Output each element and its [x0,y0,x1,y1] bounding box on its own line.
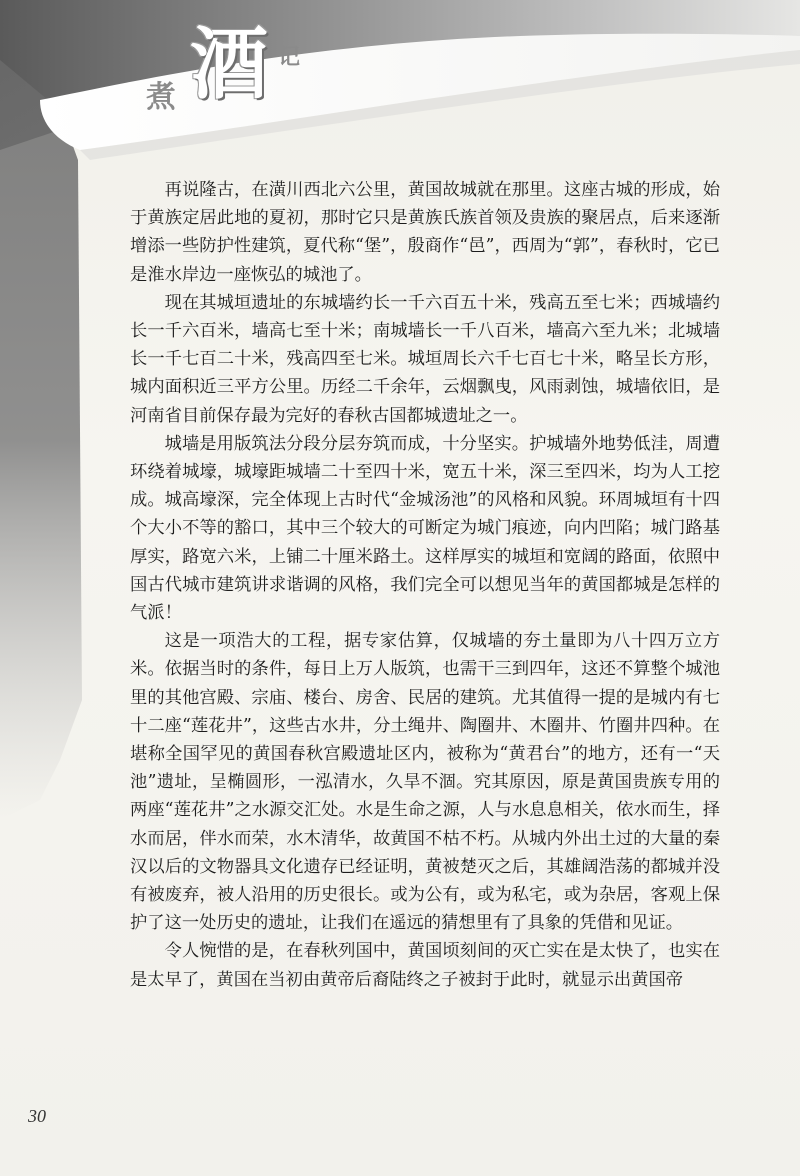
paragraph: 现在其城垣遗址的东城墙约长一千六百五十米，残高五至七米；西城墙约长一千六百米，墙高七至十米；南城墙长一千八百米，墙高六至九米；北城墙长一千七百二十米，残高四至七米。城垣周长六千七百七十米，略呈长方形，城内面积近三平方公里。历经二千余年，云烟飘曳，风雨剥蚀，城墙依旧，是河南省目前保存最为完好的春秋古国都城遗址之一。 [130,292,720,426]
paragraph: 城墙是用版筑法分段分层夯筑而成，十分坚实。护城墙外地势低洼，周遭环绕着城壕，城壕距城墙二十至四十米，宽五十米，深三至四米，均为人工挖成。城高壕深，完全体现上古时代“金城汤池”的风格和风貌。环周城垣有十四个大小不等的豁口，其中三个较大的可断定为城门痕迹，向内凹陷；城门路基厚实，路宽六米，上铺二十厘米路土。这样厚实的城垣和宽阔的路面，依照中国古代城市建筑讲求谐调的风格，我们完全可以想见当年的黄国都城是怎样的气派！ [130,433,720,624]
paragraph: 这是一项浩大的工程，据专家估算，仅城墙的夯土量即为八十四万立方米。依据当时的条件，每日上万人版筑，也需干三到四年，这还不算整个城池里的其他宫殿、宗庙、楼台、房舍、民居的建筑。尤其值得一提的是城内有七十二座“莲花井”，这些古水井，分土绳井、陶圈井、木圈井、竹圈井四种。在堪称全国罕见的黄国春秋宫殿遗址区内，被称为“黄君台”的地方，还有一“天池”遗址，呈椭圆形，一泓清水，久旱不涸。究其原因，原是黄国贵族专用的两座“莲花井”之水源交汇处。水是生命之源，人与水息息相关，依水而生，择水而居，伴水而荣，水木清华，故黄国不枯不朽。从城内外出土过的大量的秦汉以后的文物器具文化遗存已经证明，黄被楚灭之后，其雄阔浩荡的都城并没有被废弃，被人沿用的历史很长。或为公有，或为私宅，或为杂居，客观上保护了这一处历史的遗址，让我们在遥远的猜想里有了具象的凭借和见证。 [130,631,720,934]
left-side-strip [0,60,82,820]
title-suffix-char: 记 [278,44,301,70]
paragraph: 令人惋惜的是，在春秋列国中，黄国顷刻间的灭亡实在是太快了，也实在是太早了，黄国在当初由黄帝后裔陆终之子被封于此时，就显示出黄国帝 [130,941,720,990]
page-number: 30 [28,1106,46,1126]
paragraph: 再说隆古，在潢川西北六公里，黄国故城就在那里。这座古城的形成，始于黄族定居此地的夏初，那时它只是黄族氏族首领及贵族的聚居点，后来逐渐增添一些防护性建筑，夏代称“堡”，殷商作“邑”，西周为“郭”，春秋时，它已是淮水岸边一座恢弘的城池了。 [130,180,720,285]
title-small-char: 煮 [146,80,178,115]
title-large-char: 酒 [190,19,269,110]
article-body [130,176,720,994]
